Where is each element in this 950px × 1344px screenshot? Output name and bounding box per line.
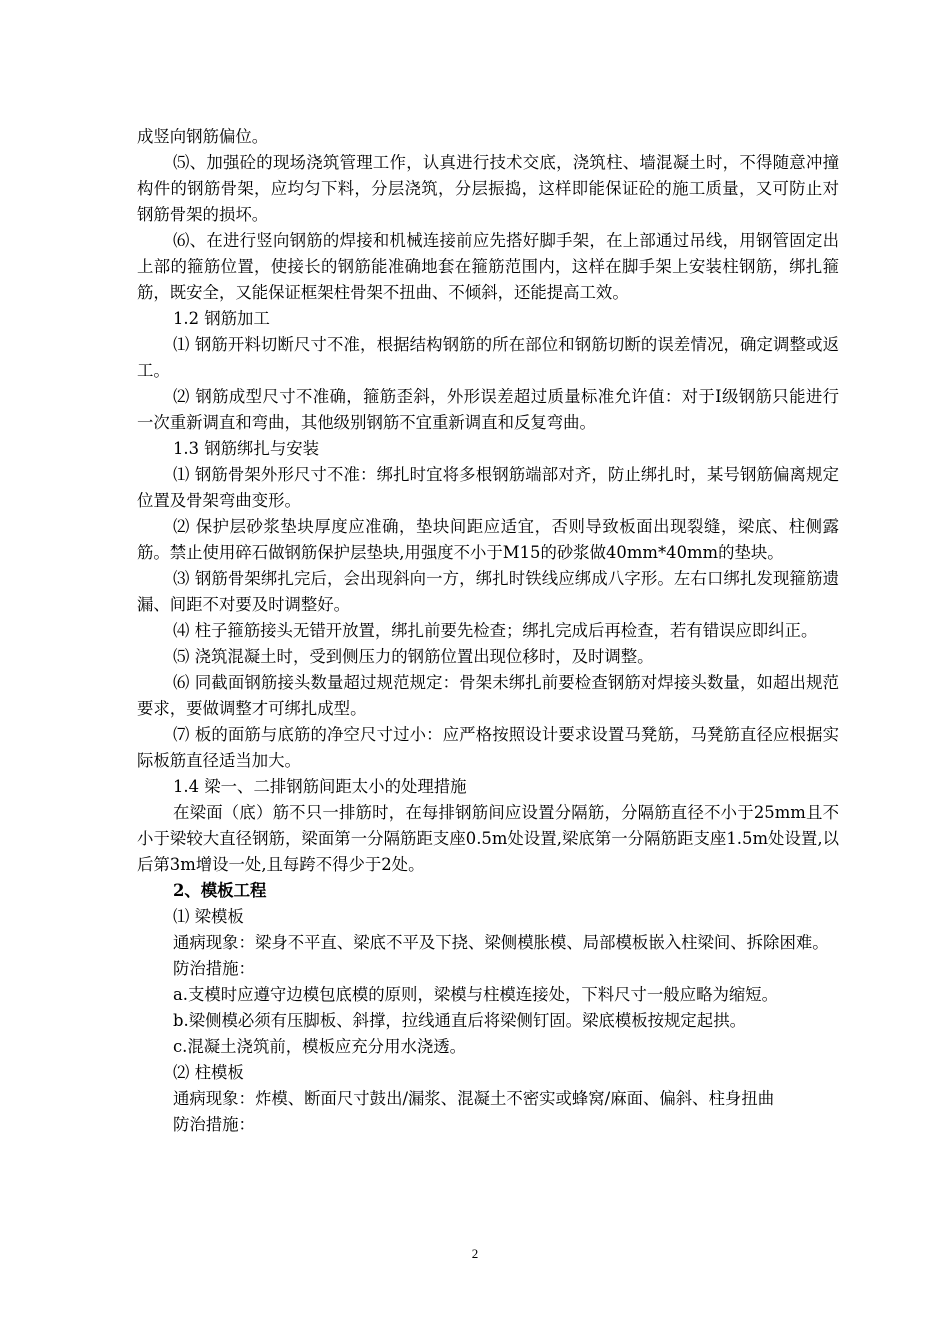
paragraph: ⑵ 保护层砂浆垫块厚度应准确，垫块间距应适宜，否则导致板面出现裂缝，梁底、柱侧露筋。禁止使用碎石做钢筋保护层垫块,用强度不小于M15的砂浆做40mm*40mm的垫块。 <box>137 517 839 562</box>
paragraph: 通病现象：炸模、断面尺寸鼓出/漏浆、混凝土不密实或蜂窝/麻面、偏斜、柱身扭曲 <box>173 1089 775 1108</box>
page-number: 2 <box>471 1246 479 1261</box>
paragraph: 1.2 钢筋加工 <box>173 309 270 328</box>
paragraph: c.混凝土浇筑前，模板应充分用水浇透。 <box>173 1037 467 1056</box>
paragraph: 1.4 梁一、二排钢筋间距太小的处理措施 <box>173 777 467 796</box>
paragraph: a.支模时应遵守边模包底模的原则，梁模与柱模连接处，下料尺寸一般应略为缩短。 <box>173 985 779 1004</box>
paragraph: ⑴ 钢筋开料切断尺寸不准，根据结构钢筋的所在部位和钢筋切断的误差情况，确定调整或返工。 <box>137 335 839 380</box>
section-heading: 2、模板工程 <box>173 881 267 900</box>
paragraph: b.梁侧模必须有压脚板、斜撑，拉线通直后将梁侧钉固。梁底模板按规定起拱。 <box>173 1011 746 1030</box>
paragraph: ⑶ 钢筋骨架绑扎完后，会出现斜向一方，绑扎时铁线应绑成八字形。左右口绑扎发现箍筋遗漏、间距不对要及时调整好。 <box>137 569 839 614</box>
paragraph: 通病现象：梁身不平直、梁底不平及下挠、梁侧模胀模、局部模板嵌入柱梁间、拆除困难。 <box>173 933 829 952</box>
paragraph: 在梁面（底）筋不只一排筋时，在每排钢筋间应设置分隔筋，分隔筋直径不小于25mm且不小于梁较大直径钢筋，梁面第一分隔筋距支座0.5m处设置,梁底第一分隔筋距支座1.5m处设置,以后第3m增设一处,且每跨不得少于2处。 <box>137 803 839 874</box>
document-body <box>137 124 839 1138</box>
paragraph: ⑸、加强砼的现场浇筑管理工作，认真进行技术交底，浇筑柱、墙混凝土时，不得随意冲撞构件的钢筋骨架，应均匀下料，分层浇筑，分层振捣，这样即能保证砼的施工质量，又可防止对钢筋骨架的损坏。 <box>137 153 839 224</box>
paragraph: 成竖向钢筋偏位。 <box>137 127 269 146</box>
paragraph: ⑷ 柱子箍筋接头无错开放置，绑扎前要先检查；绑扎完成后再检查，若有错误应即纠正。 <box>173 621 818 640</box>
paragraph: 防治措施： <box>173 1115 255 1134</box>
paragraph: ⑵ 柱模板 <box>173 1063 244 1082</box>
paragraph: ⑸ 浇筑混凝土时，受到侧压力的钢筋位置出现位移时，及时调整。 <box>173 647 654 666</box>
paragraph: ⑵ 钢筋成型尺寸不准确，箍筋歪斜，外形误差超过质量标准允许值：对于Ⅰ级钢筋只能进行一次重新调直和弯曲，其他级别钢筋不宜重新调直和反复弯曲。 <box>137 387 839 432</box>
paragraph: 1.3 钢筋绑扎与安装 <box>173 439 320 458</box>
paragraph: ⑴ 梁模板 <box>173 907 244 926</box>
paragraph: ⑴ 钢筋骨架外形尺寸不准：绑扎时宜将多根钢筋端部对齐，防止绑扎时，某号钢筋偏离规定位置及骨架弯曲变形。 <box>137 465 839 510</box>
paragraph: ⑺ 板的面筋与底筋的净空尺寸过小：应严格按照设计要求设置马凳筋，马凳筋直径应根据实际板筋直径适当加大。 <box>137 725 839 770</box>
paragraph: ⑹ 同截面钢筋接头数量超过规范规定：骨架未绑扎前要检查钢筋对焊接头数量，如超出规范要求，要做调整才可绑扎成型。 <box>137 673 839 718</box>
paragraph: 防治措施： <box>173 959 255 978</box>
paragraph: ⑹、在进行竖向钢筋的焊接和机械连接前应先搭好脚手架，在上部通过吊线，用钢管固定出上部的箍筋位置，使接长的钢筋能准确地套在箍筋范围内，这样在脚手架上安装柱钢筋，绑扎箍筋，既安全，又能保证框架柱骨架不扭曲、不倾斜，还能提高工效。 <box>137 231 839 302</box>
